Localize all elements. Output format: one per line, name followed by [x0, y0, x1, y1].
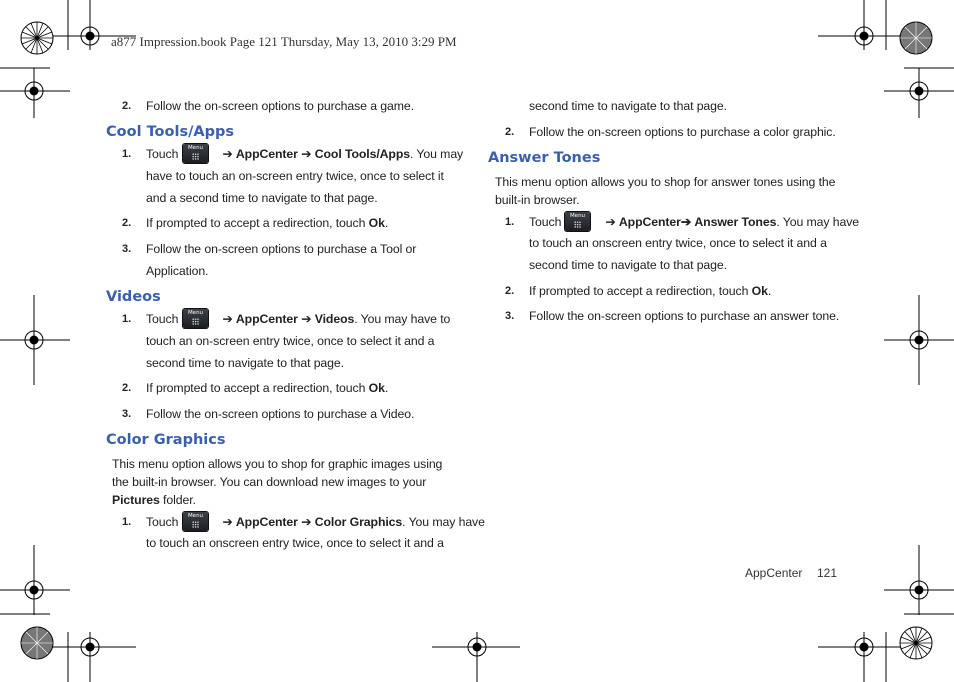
step-line: Touch ➔ AppCenter ➔ Cool Tools/Apps. You may	[146, 147, 464, 161]
section-heading-answer-tones: Answer Tones	[488, 150, 601, 166]
list-number: 3.	[122, 243, 132, 255]
step-line: Follow the on-screen options to purchase a color graphic.	[529, 125, 836, 139]
step-line: If prompted to accept a redirection, touch Ok.	[146, 216, 389, 230]
step-line: touch an on-screen entry twice, once to select it and a	[146, 334, 435, 348]
menu-key-icon: Menu	[183, 512, 208, 531]
list-number: 1.	[122, 148, 132, 160]
step-line: Follow the on-screen options to purchase a Tool or	[146, 242, 417, 256]
step-line: Follow the on-screen options to purchase an answer tone.	[529, 309, 840, 323]
menu-key-icon: Menu	[183, 144, 208, 163]
intro-line: the built-in browser. You can download new images to your	[112, 475, 427, 489]
step-line: to touch an onscreen entry twice, once to select it and a	[146, 536, 444, 550]
section-heading-cool-tools: Cool Tools/Apps	[106, 124, 234, 140]
step-line: Follow the on-screen options to purchase a Video.	[146, 407, 415, 421]
intro-line: This menu option allows you to shop for graphic images using	[112, 457, 443, 471]
step-line: Touch ➔ AppCenter➔ Answer Tones. You may have	[529, 215, 860, 229]
step-line: If prompted to accept a redirection, touch Ok.	[146, 381, 389, 395]
section-heading-videos: Videos	[106, 289, 161, 305]
intro-line: This menu option allows you to shop for answer tones using the	[495, 175, 836, 189]
list-number: 2.	[505, 285, 515, 297]
list-number: 1.	[505, 216, 515, 228]
list-number: 2.	[122, 100, 132, 112]
list-number: 3.	[122, 408, 132, 420]
menu-key-icon: Menu	[183, 309, 208, 328]
step-line: Touch ➔ AppCenter ➔ Videos. You may have to	[146, 312, 451, 326]
list-number: 1.	[122, 313, 132, 325]
list-item-text: Follow the on-screen options to purchase a game.	[146, 99, 414, 113]
step-line: second time to navigate to that page.	[529, 99, 727, 113]
step-line: and a second time to navigate to that page.	[146, 191, 378, 205]
step-line: Application.	[146, 264, 209, 278]
page-number: 121	[817, 566, 838, 580]
footer-section-name: AppCenter	[745, 566, 803, 580]
step-line: Touch ➔ AppCenter ➔ Color Graphics. You may have	[146, 515, 485, 529]
step-line: second time to navigate to that page.	[529, 258, 727, 272]
step-line: to touch an onscreen entry twice, once to select it and a	[529, 236, 827, 250]
step-line: second time to navigate to that page.	[146, 356, 344, 370]
list-number: 2.	[122, 217, 132, 229]
list-number: 3.	[505, 310, 515, 322]
list-number: 2.	[122, 382, 132, 394]
list-number: 2.	[505, 126, 515, 138]
intro-line: built-in browser.	[495, 193, 580, 207]
section-heading-color-graphics: Color Graphics	[106, 432, 226, 448]
menu-key-icon: Menu	[565, 212, 590, 231]
step-line: have to touch an on-screen entry twice, once to select it	[146, 169, 444, 183]
step-line: If prompted to accept a redirection, touch Ok.	[529, 284, 772, 298]
intro-line: Pictures folder.	[112, 493, 196, 507]
list-number: 1.	[122, 516, 132, 528]
print-header: a877 Impression.book Page 121 Thursday, May 13, 2010 3:29 PM	[111, 34, 457, 49]
